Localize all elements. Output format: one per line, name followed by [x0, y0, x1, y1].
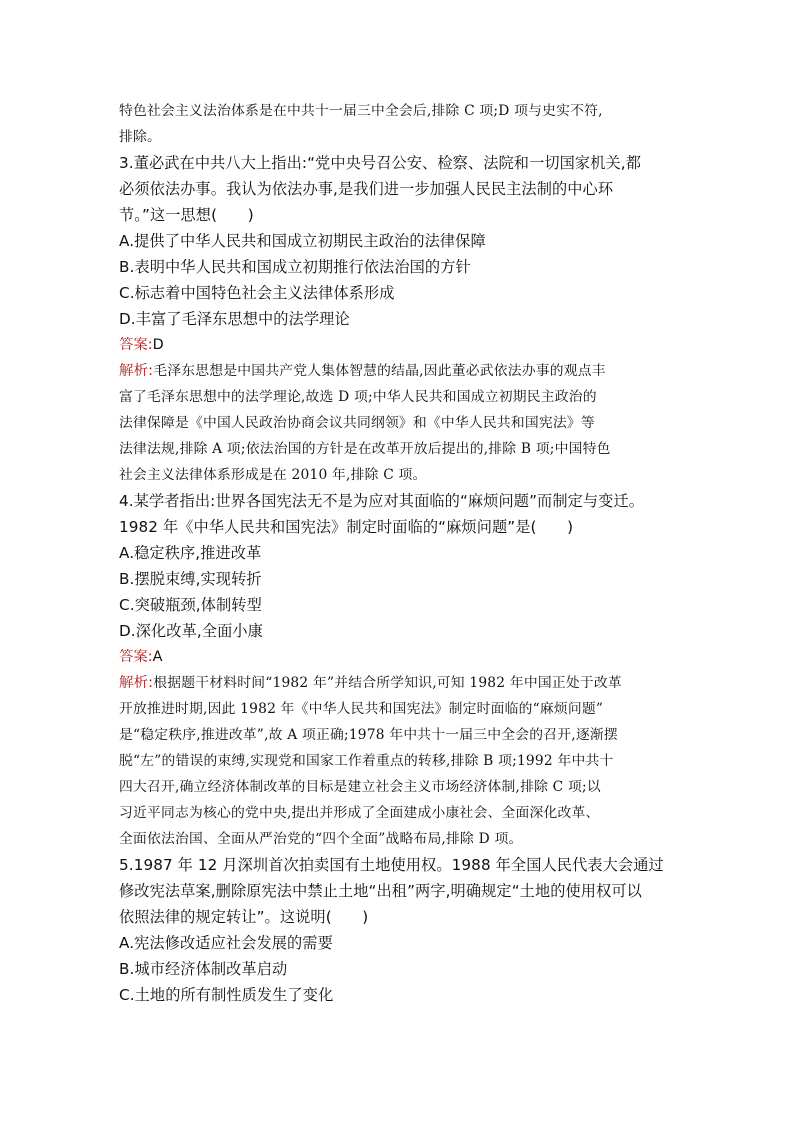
option-d: D.丰富了毛泽东思想中的法学理论	[119, 310, 350, 328]
analysis-line: 开放推进时期,因此 1982 年《中华人民共和国宪法》制定时面临的“麻烦问题”	[119, 701, 604, 717]
analysis-label: 解析:	[119, 675, 154, 691]
option-a: A.提供了中华人民共和国成立初期民主政治的法律保障	[119, 232, 486, 250]
analysis-line: 四大召开,确立经济体制改革的目标是建立社会主义市场经济体制,排除 C 项;以	[119, 779, 601, 795]
answer-row	[119, 332, 679, 358]
analysis-line: 脱“左”的错误的束缚,实现党和国家工作着重点的转移,排除 B 项;1992 年中共十	[119, 753, 614, 769]
answer-value: A	[152, 649, 163, 665]
question-stem-line: 1982 年《中华人民共和国宪法》制定时面临的“麻烦问题”是( )	[119, 518, 574, 536]
question-stem-line: 4.某学者指出:世界各国宪法无不是为应对其面临的“麻烦问题”而制定与变迁。	[119, 492, 645, 510]
explanation-line: 特色社会主义法治体系是在中共十一届三中全会后,排除 C 项;D 项与史实不符,	[119, 103, 603, 119]
analysis-line: 法律法规,排除 A 项;依法治国的方针是在改革开放后提出的,排除 B 项;中国特色	[119, 441, 611, 457]
question-5	[119, 852, 679, 1008]
question-3	[119, 150, 679, 488]
answer-value: D	[152, 337, 164, 353]
analysis-line	[119, 358, 679, 384]
option-b: B.摆脱束缚,实现转折	[119, 570, 262, 588]
analysis-line: 全面依法治国、全面从严治党的“四个全面”战略布局,排除 D 项。	[119, 831, 523, 847]
option-c: C.突破瓶颈,体制转型	[119, 596, 262, 614]
analysis-line: 富了毛泽东思想中的法学理论,故选 D 项;中华人民共和国成立初期民主政治的	[119, 389, 597, 405]
option-c: C.土地的所有制性质发生了变化	[119, 986, 334, 1004]
question-stem-line: 必须依法办事。我认为依法办事,是我们进一步加强人民民主法制的中心环	[119, 180, 614, 198]
analysis-line: 是“稳定秩序,推进改革”,故 A 项正确;1978 年中共十一届三中全会的召开,逐渐摆	[119, 727, 618, 743]
analysis-line: 法律保障是《中国人民政治协商会议共同纲领》和《中华人民共和国宪法》等	[119, 415, 595, 431]
question-stem-line: 5.1987 年 12 月深圳首次拍卖国有土地使用权。1988 年全国人民代表大会通过	[119, 856, 664, 874]
question-stem-line: 节。”这一思想( )	[119, 206, 254, 224]
answer-label: 答案:	[119, 337, 153, 353]
question-stem-line: 3.董必武在中共八大上指出:“党中央号召公安、检察、法院和一切国家机关,都	[119, 154, 642, 172]
document-page	[119, 98, 679, 1008]
analysis-label: 解析:	[119, 363, 154, 379]
answer-row	[119, 644, 679, 670]
intro-block	[119, 98, 679, 150]
analysis-text: 根据题干材料时间“1982 年”并结合所学知识,可知 1982 年中国正处于改革	[153, 675, 622, 691]
analysis-text: 毛泽东思想是中国共产党人集体智慧的结晶,因此董必武依法办事的观点丰	[153, 363, 606, 379]
option-b: B.表明中华人民共和国成立初期推行依法治国的方针	[119, 258, 471, 276]
option-d: D.深化改革,全面小康	[119, 622, 263, 640]
option-b: B.城市经济体制改革启动	[119, 960, 288, 978]
option-a: A.稳定秩序,推进改革	[119, 544, 262, 562]
analysis-line	[119, 670, 679, 696]
explanation-line: 排除。	[119, 129, 161, 145]
question-stem-line: 依照法律的规定转让”。这说明( )	[119, 908, 369, 926]
question-stem-line: 修改宪法草案,删除原宪法中禁止土地“出租”两字,明确规定“土地的使用权可以	[119, 882, 642, 900]
analysis-line: 社会主义法律体系形成是在 2010 年,排除 C 项。	[119, 467, 427, 483]
question-4	[119, 488, 679, 852]
analysis-line: 习近平同志为核心的党中央,提出并形成了全面建成小康社会、全面深化改革、	[119, 805, 600, 821]
answer-label: 答案:	[119, 649, 153, 665]
option-c: C.标志着中国特色社会主义法律体系形成	[119, 284, 395, 302]
option-a: A.宪法修改适应社会发展的需要	[119, 934, 333, 952]
